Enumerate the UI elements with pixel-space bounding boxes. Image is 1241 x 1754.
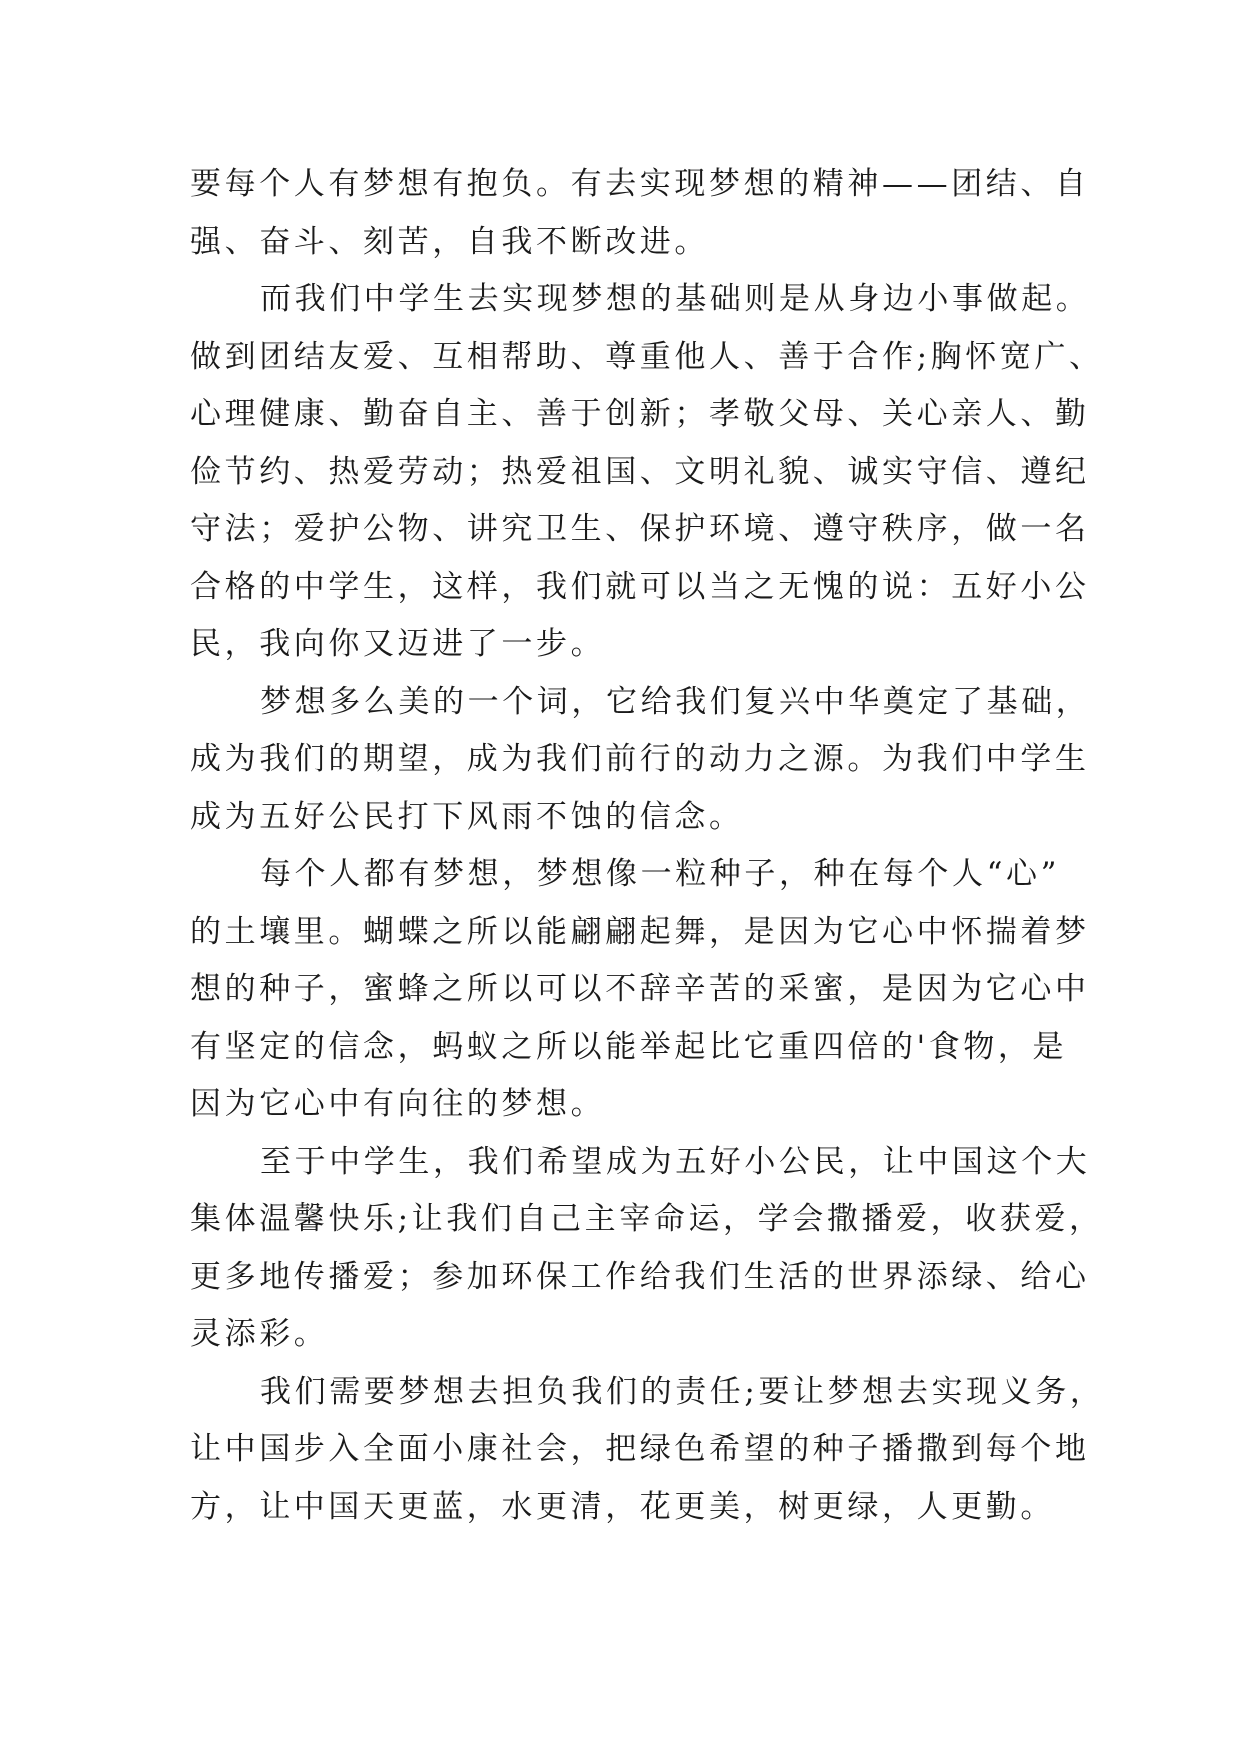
paragraph (190, 271, 1104, 674)
text-line: 每个人都有梦想，梦想像一粒种子，种在每个人“心” (260, 856, 1061, 892)
text-line: 守法；爱护公物、讲究卫生、保护环境、遵守秩序，做一名 (190, 511, 1090, 547)
text-line: 至于中学生，我们希望成为五好小公民，让中国这个大 (260, 1143, 1091, 1180)
paragraph (190, 674, 1091, 847)
paragraph (190, 1134, 1104, 1364)
paragraph (190, 1364, 1105, 1537)
text-line: 强、奋斗、刻苦，自我不断改进。 (190, 223, 709, 260)
text-line: 的土壤里。蝴蝶之所以能翩翩起舞，是因为它心中怀揣着梦 (190, 913, 1090, 950)
paragraph (190, 156, 1090, 271)
text-line: 要每个人有梦想有抱负。有去实现梦想的精神——团结、自 (190, 166, 1090, 202)
text-line: 方，让中国天更蓝，水更清，花更美，树更绿，人更勤。 (190, 1488, 1055, 1525)
text-line: 合格的中学生，这样，我们就可以当之无愧的说：五好小公 (190, 568, 1090, 605)
document-body (190, 156, 1105, 1536)
text-line: 集体温馨快乐;让我们自己主宰命运，学会撒播爱，收获爱， (190, 1201, 1104, 1237)
text-line: 而我们中学生去实现梦想的基础则是从身边小事做起。 (260, 281, 1091, 317)
text-line: 心理健康、勤奋自主、善于创新；孝敬父母、关心亲人、勤 (190, 396, 1090, 432)
text-line: 成为我们的期望，成为我们前行的动力之源。为我们中学生 (190, 741, 1090, 777)
text-line: 俭节约、热爱劳动；热爱祖国、文明礼貌、诚实守信、遵纪 (190, 453, 1090, 490)
text-line: 民，我向你又迈进了一步。 (190, 626, 606, 662)
paragraph (190, 846, 1090, 1134)
text-line: 梦想多么美的一个词，它给我们复兴中华奠定了基础， (260, 683, 1091, 720)
text-line: 想的种子，蜜蜂之所以可以不辞辛苦的采蜜，是因为它心中 (190, 971, 1090, 1007)
text-line: 更多地传播爱；参加环保工作给我们生活的世界添绿、给心 (190, 1258, 1090, 1295)
text-line: 因为它心中有向往的梦想。 (190, 1086, 606, 1122)
text-line: 有坚定的信念，蚂蚁之所以能举起比它重四倍的'食物，是 (190, 1028, 1068, 1065)
text-line: 让中国步入全面小康社会，把绿色希望的种子播撒到每个地 (190, 1431, 1090, 1467)
text-line: 成为五好公民打下风雨不蚀的信念。 (190, 798, 744, 835)
text-line: 做到团结友爱、互相帮助、尊重他人、善于合作;胸怀宽广、 (190, 338, 1104, 375)
text-line: 灵添彩。 (190, 1316, 329, 1352)
text-line: 我们需要梦想去担负我们的责任;要让梦想去实现义务， (260, 1373, 1105, 1410)
